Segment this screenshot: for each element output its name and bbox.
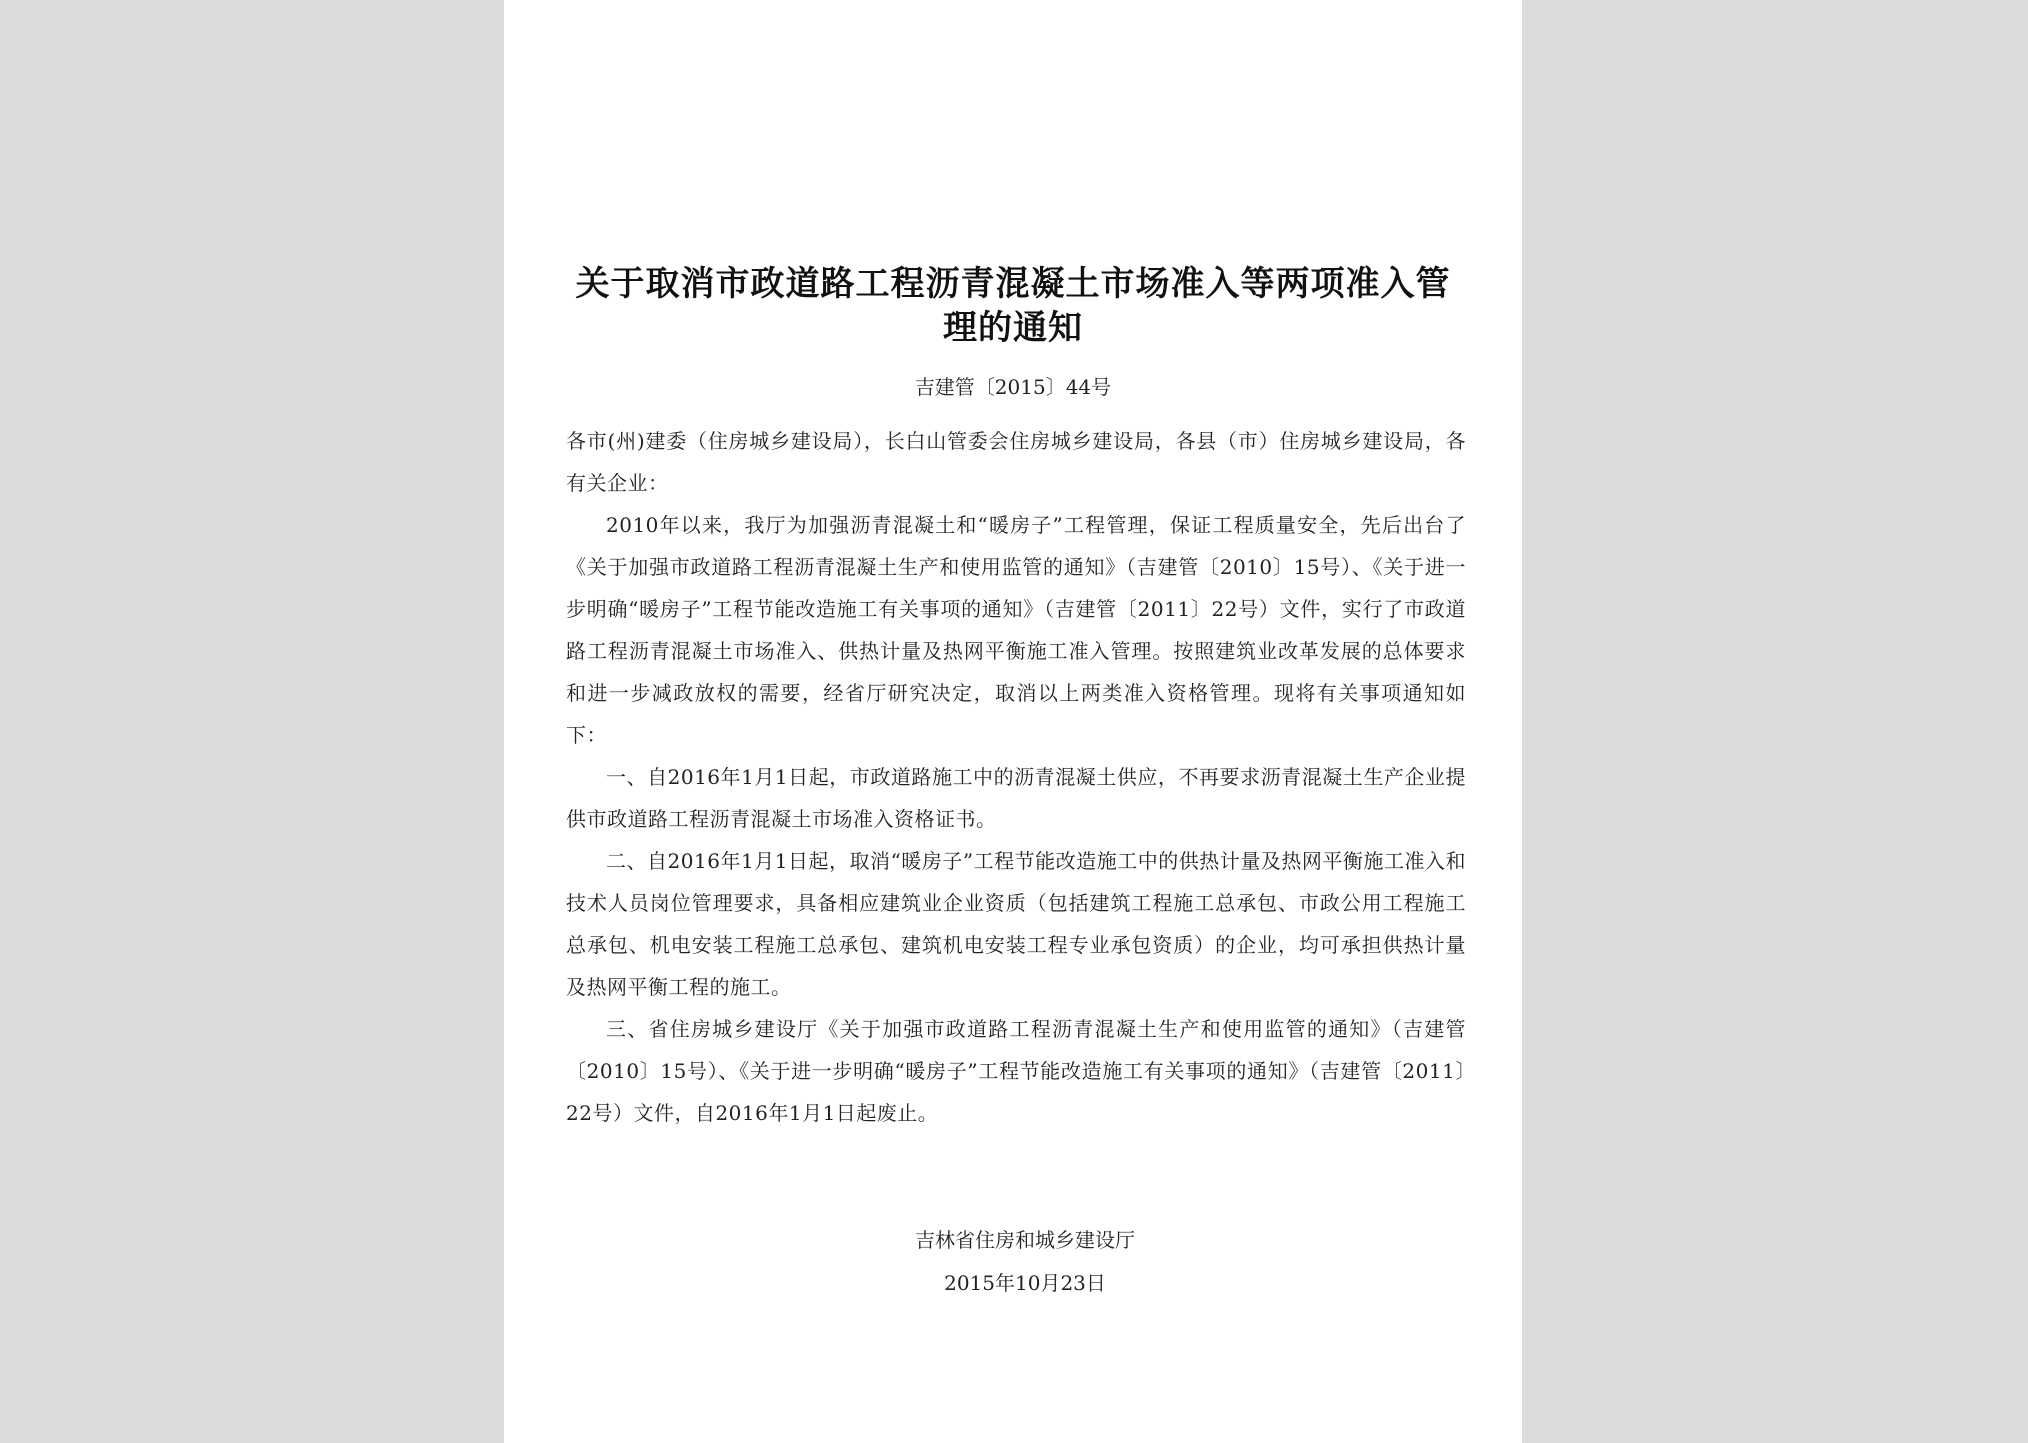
signature-organization: 吉林省住房和城乡建设厅 — [915, 1228, 1135, 1252]
body-paragraph-item-3: 三、省住房城乡建设厅《关于加强市政道路工程沥青混凝土生产和使用监管的通知》（吉建管〔2010〕15号）、《关于进一步明确“暖房子”工程节能改造施工有关事项的通知》（吉建管〔2011〕22号）文件，自2016年1月1日起废止。 — [566, 1017, 1466, 1125]
document-number: 吉建管〔2015〕44号 — [914, 375, 1112, 399]
body-paragraph-intro: 2010年以来，我厅为加强沥青混凝土和“暖房子”工程管理，保证工程质量安全，先后出台了《关于加强市政道路工程沥青混凝土生产和使用监管的通知》（吉建管〔2010〕15号）、《关于进一步明确“暖房子”工程节能改造施工有关事项的通知》（吉建管〔2011〕22号）文件，实行了市政道路工程沥青混凝土市场准入、供热计量及热网平衡施工准入管理。按照建筑业改革发展的总体要求和进一步减政放权的需要，经省厅研究决定，取消以上两类准入资格管理。现将有关事项通知如下： — [566, 513, 1466, 747]
document-title: 关于取消市政道路工程沥青混凝土市场准入等两项准入管理的通知 — [575, 264, 1451, 348]
signature-date: 2015年10月23日 — [944, 1271, 1106, 1295]
document-body — [566, 420, 1466, 1134]
document-page — [504, 0, 1522, 1443]
body-paragraph-item-1: 一、自2016年1月1日起，市政道路施工中的沥青混凝土供应，不再要求沥青混凝土生产企业提供市政道路工程沥青混凝土市场准入资格证书。 — [566, 765, 1466, 831]
recipients-line: 各市(州)建委（住房城乡建设局），长白山管委会住房城乡建设局，各县（市）住房城乡建设局，各有关企业： — [566, 429, 1466, 495]
body-paragraph-item-2: 二、自2016年1月1日起，取消“暖房子”工程节能改造施工中的供热计量及热网平衡施工准入和技术人员岗位管理要求，具备相应建筑业企业资质（包括建筑工程施工总承包、市政公用工程施工总承包、机电安装工程施工总承包、建筑机电安装工程专业承包资质）的企业，均可承担供热计量及热网平衡工程的施工。 — [566, 849, 1466, 999]
